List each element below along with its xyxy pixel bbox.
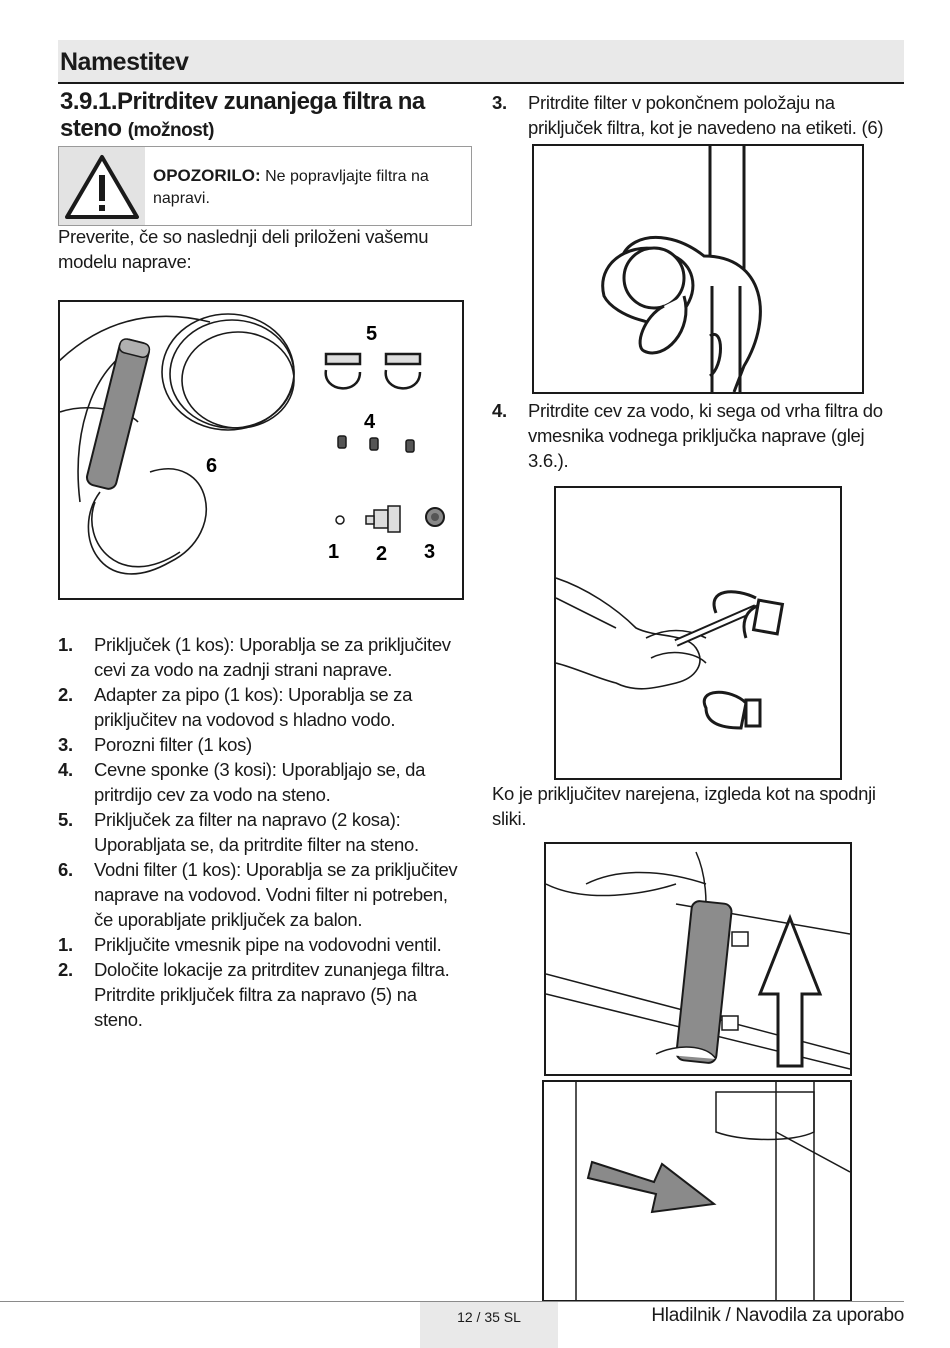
list-item-text: Porozni filter (1 kos)	[94, 734, 252, 755]
list-item-number: 3.	[58, 734, 73, 755]
header-rule	[58, 82, 904, 84]
part-label-6: 6	[206, 455, 218, 477]
filter-mount-figure	[532, 144, 864, 394]
list-item	[492, 398, 904, 473]
list-item-number: 4.	[492, 400, 507, 421]
fridge-interior-illustration	[544, 1082, 850, 1300]
fridge-interior-figure	[542, 1080, 852, 1302]
list-item	[492, 90, 904, 140]
warning-triangle-icon	[59, 147, 145, 225]
list-item-text: Določite lokacije za pritrditev zunanjega filtra. Pritrdite priključek filtra za napravo (5) na steno.	[94, 959, 450, 1030]
part-label-2: 2	[376, 543, 388, 565]
warning-label: OPOZORILO:	[153, 166, 261, 185]
parts-illustration	[60, 302, 462, 598]
part-label-1: 1	[328, 541, 340, 563]
list-item	[58, 857, 470, 932]
list-item-number: 1.	[58, 934, 73, 955]
list-item-text: Adapter za pipo (1 kos): Uporablja se za priključitev na vodovod s hladno vodo.	[94, 684, 413, 730]
document-title: Hladilnik / Navodila za uporabo	[651, 1305, 904, 1326]
warning-message: Ne popravljajte filtra na napravi.	[153, 168, 429, 207]
step-4-list	[492, 398, 904, 473]
page-number: 12 / 35 SL	[457, 1309, 521, 1325]
filter-result-illustration	[546, 844, 850, 1074]
warning-text	[153, 165, 453, 210]
list-item-number: 4.	[58, 759, 73, 780]
list-item-number: 1.	[58, 634, 73, 655]
list-item	[58, 757, 470, 807]
filter-result-figure	[544, 842, 852, 1076]
list-item-number: 3.	[492, 92, 507, 113]
section-title-note: (možnost)	[127, 120, 214, 141]
part-label-4: 4	[364, 411, 376, 433]
list-item-number: 2.	[58, 684, 73, 705]
filter-mount-illustration	[534, 146, 862, 392]
part-label-5: 5	[366, 323, 378, 345]
warning-icon-cell	[59, 147, 145, 225]
list-item-number: 5.	[58, 809, 73, 830]
list-item	[58, 957, 470, 1032]
list-item-text: Pritrdite filter v pokončnem položaju na priključek filtra, kot je navedeno na etiketi. (6)	[528, 92, 884, 138]
list-item-text: Pritrdite cev za vodo, ki sega od vrha filtra do vmesnika vodnega priključka naprave (glej 3.6.).	[528, 400, 883, 471]
list-item-number: 6.	[58, 859, 73, 880]
clip-install-illustration	[556, 488, 840, 778]
list-item-text: Priključek za filter na napravo (2 kosa): Uporabljata se, da pritrdite filter na steno.	[94, 809, 419, 855]
list-item	[58, 632, 470, 682]
list-item	[58, 807, 470, 857]
list-item	[58, 732, 470, 757]
section-title	[60, 88, 460, 144]
list-item-text: Priključite vmesnik pipe na vodovodni ventil.	[94, 934, 442, 955]
part-label-3: 3	[424, 541, 436, 563]
list-item	[58, 682, 470, 732]
result-text: Ko je priključitev narejena, izgleda kot na spodnji sliki.	[492, 783, 876, 829]
parts-list	[58, 632, 470, 1032]
parts-figure	[58, 300, 464, 600]
clip-install-figure	[554, 486, 842, 780]
page-header-title: Namestitev	[60, 48, 189, 76]
step-3-list	[492, 90, 904, 140]
warning-box	[58, 146, 472, 226]
list-item-text: Priključek (1 kos): Uporablja se za priključitev cevi za vodo na zadnji strani naprave.	[94, 634, 451, 680]
list-item-number: 2.	[58, 959, 73, 980]
section-title-text: 3.9.1.Pritrditev zunanjega filtra na steno	[60, 88, 425, 142]
list-item-text: Vodni filter (1 kos): Uporablja se za priključitev naprave na vodovod. Vodni filter ni potreben, če uporabljate priključek za balon.	[94, 859, 458, 930]
list-item-text: Cevne sponke (3 kosi): Uporabljajo se, da pritrdijo cev za vodo na steno.	[94, 759, 426, 805]
list-item	[58, 932, 470, 957]
intro-text: Preverite, če so naslednji deli priloženi vašemu modelu naprave:	[58, 226, 429, 272]
